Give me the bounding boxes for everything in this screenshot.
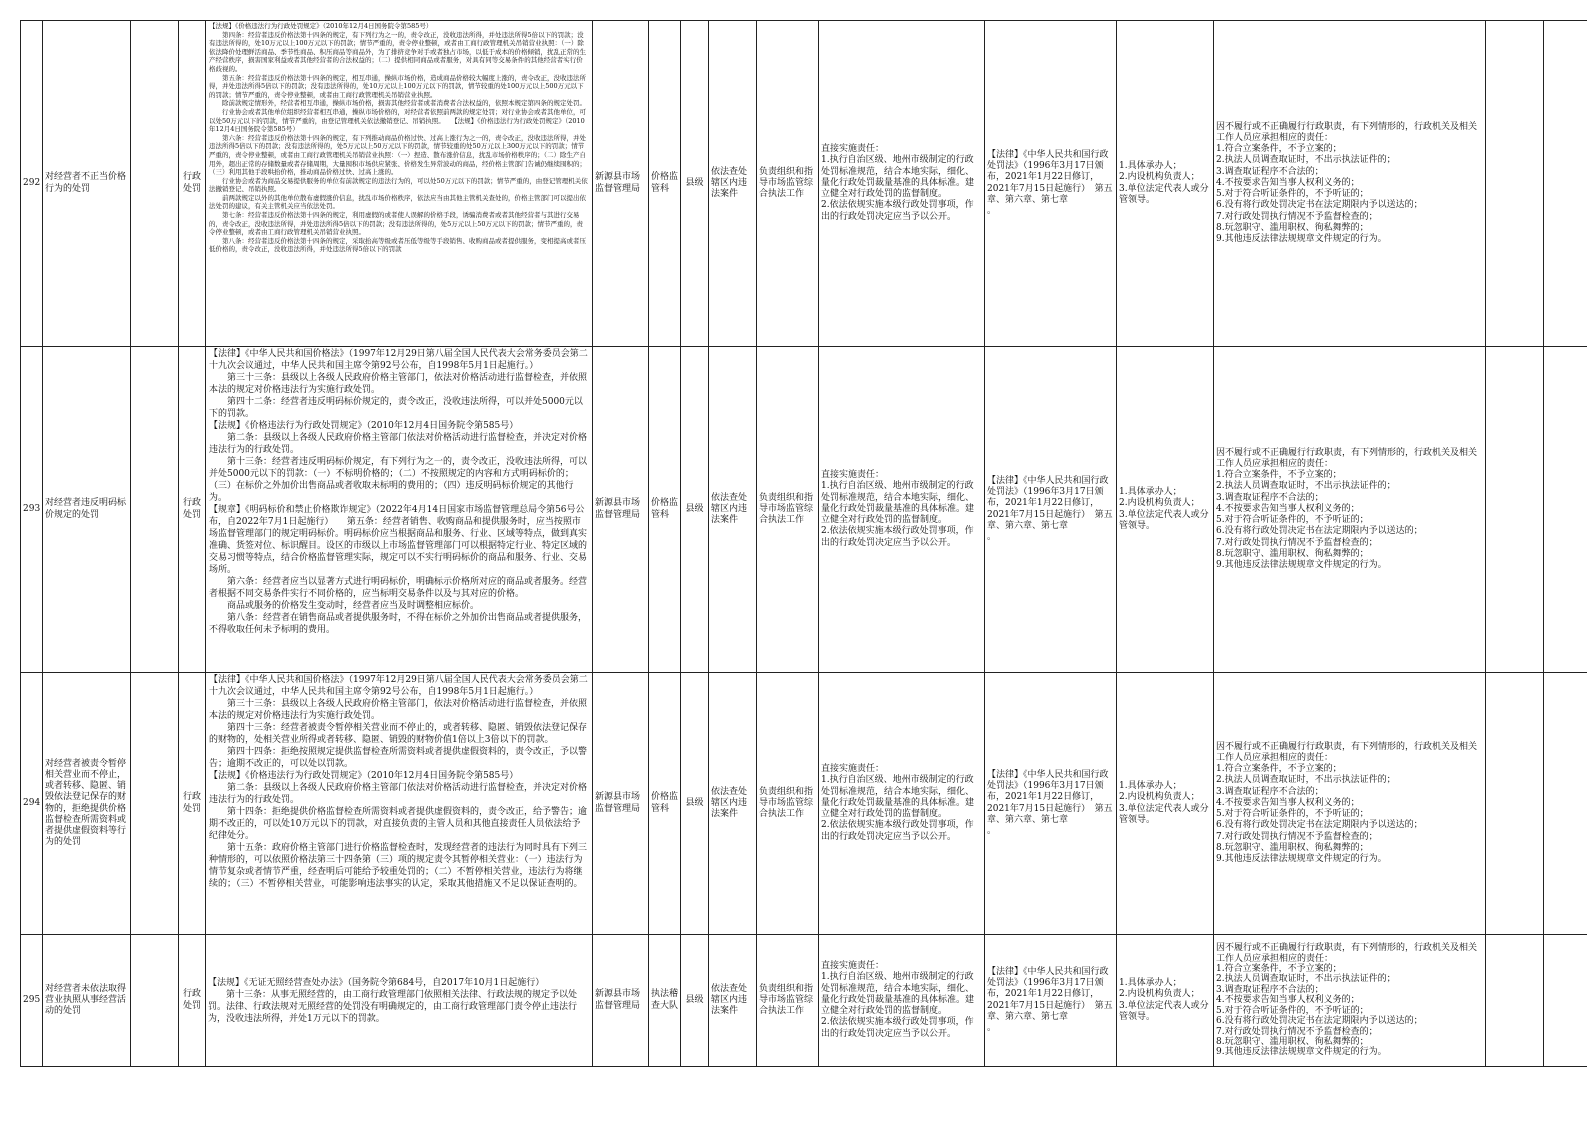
department: 新源县市场监督管理局 [593, 673, 649, 935]
empty-cell [1544, 673, 1587, 935]
fault-item: 4.不按要求告知当事人权利义务的； [1216, 995, 1360, 1006]
basis-line: 第十五条：政府价格主管部门进行价格监督检查时，发现经营者的违法行为同时具有下列三种情形的，可以依照价格法第三十四条第（三）项的规定责令其暂停相关营业：（一）违法行为情节复杂或者情节严重，经查明后可能给予较重处罚的；（二）不暂停相关营业，违法行为将继续的；（三）不暂停相关营业，可能影响违法事实的认定，采取其他措施又不足以保证查明的。 [209, 843, 588, 889]
fault-item: 3.调查取证程序不合法的； [1216, 492, 1324, 503]
impl-item: 1.执行自治区级、地州市级制定的行政处罚标准规范，结合本地实际，细化、量化行政处罚裁量基准的具体标准。建立健全对行政处罚的监督制度。 [821, 155, 975, 200]
fault-item: 4.不按要求告知当事人权利义务的； [1216, 503, 1360, 514]
fault-title: 因不履行或不正确履行行政职责，有下列情形的，行政机关及相关工作人员应承担相应的责任： [1216, 741, 1478, 764]
basis-line: 第六条：经营者应当以显著方式进行明码标价，明确标示价格所对应的商品或者服务。经营者根据不同交易条件实行不同价格的，应当标明交易条件以及与其对应的价格。 [209, 577, 588, 599]
impl-item: 1.执行自治区级、地州市级制定的行政处罚标准规范，结合本地实际，细化、量化行政处罚裁量基准的具体标准。建立健全对行政处罚的监督制度。 [821, 972, 975, 1017]
empty-cell [1486, 935, 1544, 1067]
office: 执法稽查大队 [649, 935, 681, 1067]
basis-line: 第八条：经营者违反价格法第十四条的规定，采取抬高等级或者压低等级等手段销售、收购商品或者提供服务，变相提高或者压低价格的，责令改正，没收违法所得，并处违法所得5倍以下的罚款 [209, 236, 586, 254]
office: 价格监管科 [649, 21, 681, 347]
fault-item: 1.符合立案条件，不予立案的； [1216, 470, 1342, 481]
empty-cell [1486, 21, 1544, 347]
basis-line: 行业协会或者其他单位组织经营者相互串通，操纵市场价格的，对经营者依照前两款的规定处罚；对行业协会或者其他单位，可以处50万元以下的罚款，情节严重的，由登记管理机关依法撤销登记、吊销执照。 【法规】《价格违法行为行政处罚规定》（2010年12月4日国务院令第585号） [209, 107, 586, 134]
fault-item: 2.执法人员调查取证时，不出示执法证件的； [1216, 775, 1396, 786]
responsible-persons [1117, 935, 1214, 1067]
table-row [21, 21, 1587, 347]
item-name: 对经营者被责令暂停相关营业而不停止，或者转移、隐匿、销毁依法登记保存的财物的，拒绝提供价格监督检查所需资料或者提供虚假资料等行为的处罚 [43, 673, 131, 935]
fault-item: 1.符合立案条件，不予立案的； [1216, 144, 1342, 155]
fault-title: 因不履行或不正确履行行政职责，有下列情形的，行政机关及相关工作人员应承担相应的责任： [1216, 121, 1478, 144]
impl-title: 直接实施责任： [821, 144, 885, 155]
basis-line: 第七条：经营者违反价格法第十四条的规定，利用虚假的或者使人误解的价格手段，诱骗消费者或者其他经营者与其进行交易的，责令改正，没收违法所得，并处违法所得5倍以下的罚款；没有违法所得的，处5万元以上50万元以下的罚款；情节严重的，责令停业整顿，或者由工商行政管理机关吊销营业执照。 [209, 211, 584, 237]
fault-item: 1.符合立案条件，不予立案的； [1216, 764, 1342, 775]
item-type: 行政处罚 [179, 347, 206, 673]
empty-cell [131, 935, 179, 1067]
department: 新源县市场监督管理局 [593, 347, 649, 673]
table-row [21, 935, 1587, 1067]
level: 县级 [681, 935, 709, 1067]
implementation-duty [819, 935, 985, 1067]
impl-item: 2.依法依规实施本级行政处罚事项，作出的行政处罚决定应当予以公开。 [821, 1017, 974, 1039]
empty-cell [1486, 673, 1544, 935]
law-reference [985, 935, 1117, 1067]
fault-item: 7.对行政处罚执行情况不予监督检查的； [1216, 211, 1378, 222]
basis-line: 【法律】《中华人民共和国价格法》（1997年12月29日第八届全国人民代表大会常务委员会第二十九次会议通过，中华人民共和国主席令第92号公布，自1998年5月1日起施行。） [209, 675, 588, 697]
item-type: 行政处罚 [179, 21, 206, 347]
empty-cell [1486, 347, 1544, 673]
empty-cell [1544, 21, 1587, 347]
responsible-persons [1117, 673, 1214, 935]
fault-item: 8.玩忽职守、滥用职权、徇私舞弊的； [1216, 1036, 1369, 1047]
fault-item: 5.对于符合听证条件的，不予听证的； [1216, 809, 1369, 820]
basis-line: 第四条：经营者违反价格法第十四条的规定，有下列行为之一的，责令改正，没收违法所得，并处违法所得5倍以下的罚款；没有违法所得的，处10万元以上100万元以下的罚款；情节严重的，责令停业整顿，或者由工商行政管理机关吊销营业执照：（一）除依法降价处理鲜活商品、季节性商品、积压商品等商品外，为了排挤竞争对手或者独占市场，以低于成本的价格倾销，扰乱正常的生产经营秩序，损害国家利益或者其他经营者的合法权益的；（二）提供相同商品或者服务，对具有同等交易条件的其他经营者实行价格歧视的。 [209, 30, 586, 73]
level: 县级 [681, 347, 709, 673]
fault-item: 9.其他违反法律法规规章文件规定的行为。 [1216, 233, 1387, 244]
impl-item: 2.依法依规实施本级行政处罚事项，作出的行政处罚决定应当予以公开。 [821, 526, 974, 548]
law-reference [985, 21, 1117, 347]
fault-item: 4.不按要求告知当事人权利义务的； [1216, 177, 1360, 188]
fault-item: 6.没有将行政处罚决定书在法定期限内予以送达的； [1216, 200, 1423, 211]
law-text: 【法律】《中华人民共和国行政处罚法》（1996年3月17日颁布，2021年1月22日修订，2021年7月15日起施行） 第五章、第六章、第七章 [987, 769, 1113, 825]
fault-item: 2.执法人员调查取证时，不出示执法证件的； [1216, 155, 1396, 166]
resp-item: 1.具体承办人； [1119, 487, 1182, 498]
legal-basis [206, 673, 593, 935]
resp-item: 2.内设机构负责人； [1119, 792, 1200, 803]
resp-item: 1.具体承办人； [1119, 781, 1182, 792]
department: 新源县市场监督管理局 [593, 935, 649, 1067]
row-number: 292 [21, 21, 43, 347]
basis-line: 第四十二条：经营者违反明码标价规定的，责令改正，没收违法所得，可以并处5000元以下的罚款。 [209, 397, 583, 419]
legal-basis [206, 347, 593, 673]
basis-line: 第八条：经营者在销售商品或者提供服务时，不得在标价之外加价出售商品或者提供服务，不得收取任何未予标明的费用。 [209, 613, 588, 635]
resp-item: 1.具体承办人； [1119, 161, 1182, 172]
law-text: 【法律】《中华人民共和国行政处罚法》（1996年3月17日颁布，2021年1月22日修订，2021年7月15日起施行） 第五章、第六章、第七章 [987, 149, 1113, 205]
basis-line: 第六条：经营者违反价格法第十四条的规定，有下列推动商品价格过快、过高上涨行为之一的，责令改正，没收违法所得，并处违法所得5倍以下的罚款；没有违法所得的，处5万元以上50万元以下的罚款，情节较重的处50万元以上300万元以下的罚款；情节严重的，责令停业整顿，或者由工商行政管理机关吊销营业执照：（一）捏造、散布涨价信息，扰乱市场价格秩序的；（二）除生产自用外，超出正常的存储数量或者存储周期，大量囤积市场供应紧张、价格发生异常波动的商品，经价格主管部门告诫仍继续囤积的；（三）利用其他手段哄抬价格，推动商品价格过快、过高上涨的。 [209, 133, 586, 177]
office: 价格监管科 [649, 347, 681, 673]
basis-line: 【规章】《明码标价和禁止价格欺诈规定》（2022年4月14日国家市场监督管理总局令第56号公布，自2022年7月1日起施行） 第五条：经营者销售、收购商品和提供服务时，应当按照市场监督管理部门的规定明码标价。明码标价应当根据商品和服务、行业、区域等特点，做到真实准确、货签对位、标识醒目。设区的市级以上市场监督管理部门可以根据特定行业、特定区域的交易习惯等特点，结合价格监督管理实际，规定可以不实行明码标价的商品和服务、行业、交易场所。 [209, 505, 588, 575]
basis-line: 【法规】《价格违法行为行政处罚规定》（2010年12月4日国务院令第585号） [209, 22, 433, 30]
legal-basis [206, 935, 593, 1067]
implementation-duty [819, 347, 985, 673]
scope: 依法查处辖区内违法案件 [709, 935, 757, 1067]
basis-line: 第五条：经营者违反价格法第十四条的规定，相互串通，操纵市场价格，造成商品价格较大幅度上涨的，责令改正，没收违法所得，并处违法所得5倍以下的罚款；没有违法所得的，处10万元以上100万元以下的罚款，情节较重的处100万元以上500万元以下的罚款；情节严重的，责令停业整顿，或者由工商行政管理机关吊销营业执照。 [209, 73, 586, 99]
law-tail: 。 [987, 1022, 997, 1033]
fault-item: 3.调查取证程序不合法的； [1216, 984, 1324, 995]
fault-item: 9.其他违反法律法规规章文件规定的行为。 [1216, 559, 1387, 570]
impl-item: 2.依法依规实施本级行政处罚事项，作出的行政处罚决定应当予以公开。 [821, 200, 974, 222]
basis-line: 第三十三条：县级以上各级人民政府价格主管部门，依法对价格活动进行监督检查，并依照本法的规定对价格违法行为实施行政处罚。 [209, 699, 588, 721]
fault-item: 1.符合立案条件，不予立案的； [1216, 964, 1342, 975]
basis-line: 第四十四条：拒绝按照规定提供监督检查所需资料或者提供虚假资料的，责令改正，予以警告；逾期不改正的，可以处以罚款。 [209, 747, 588, 769]
fault-item: 7.对行政处罚执行情况不予监督检查的； [1216, 831, 1378, 842]
item-name: 对经营者未依法取得营业执照从事经营活动的处罚 [43, 935, 131, 1067]
table-row [21, 673, 1587, 935]
fault-item: 7.对行政处罚执行情况不予监督检查的； [1216, 1026, 1378, 1037]
department: 新源县市场监督管理局 [593, 21, 649, 347]
basis-line: 第二条：县级以上各级人民政府价格主管部门依法对价格活动进行监督检查，并决定对价格违法行为的行政处罚。 [209, 783, 588, 805]
item-name: 对经营者不正当价格行为的处罚 [43, 21, 131, 347]
scope: 依法查处辖区内违法案件 [709, 347, 757, 673]
fault-item: 6.没有将行政处罚决定书在法定期限内予以送达的； [1216, 1016, 1423, 1027]
implementation-duty [819, 21, 985, 347]
basis-line: 【法规】《价格违法行为行政处罚规定》（2010年12月4日国务院令第585号） [209, 421, 519, 431]
fault-item: 8.玩忽职守、滥用职权、徇私舞弊的； [1216, 548, 1369, 559]
table-row [21, 347, 1587, 673]
duty: 负责组织和指导市场监管综合执法工作 [757, 21, 819, 347]
responsible-persons [1117, 347, 1214, 673]
basis-line: 【法规】《无证无照经营查处办法》（国务院令第684号，自2017年10月1日起施行） [208, 977, 545, 988]
law-text: 【法律】《中华人民共和国行政处罚法》（1996年3月17日颁布，2021年1月22日修订，2021年7月15日起施行） 第五章、第六章、第七章 [987, 475, 1113, 531]
office: 价格监管科 [649, 673, 681, 935]
item-type: 行政处罚 [179, 935, 206, 1067]
enforcement-table [20, 20, 1587, 1067]
empty-cell [131, 673, 179, 935]
fault-list [1214, 935, 1486, 1067]
scope: 依法查处辖区内违法案件 [709, 673, 757, 935]
basis-line: 第二条：县级以上各级人民政府价格主管部门依法对价格活动进行监督检查，并决定对价格违法行为的行政处罚。 [209, 433, 588, 455]
basis-line: 商品或服务的价格发生变动时，经营者应当及时调整相应标价。 [227, 601, 480, 611]
resp-item: 3.单位法定代表人或分管领导。 [1119, 183, 1209, 205]
fault-item: 8.玩忽职守、滥用职权、徇私舞弊的； [1216, 222, 1369, 233]
row-number: 295 [21, 935, 43, 1067]
law-reference [985, 347, 1117, 673]
level: 县级 [681, 673, 709, 935]
fault-item: 5.对于符合听证条件的，不予听证的； [1216, 189, 1369, 200]
impl-item: 2.依法依规实施本级行政处罚事项，作出的行政处罚决定应当予以公开。 [821, 820, 974, 842]
resp-item: 2.内设机构负责人； [1119, 172, 1200, 183]
basis-line: 第十四条：拒绝提供价格监督检查所需资料或者提供虚假资料的，责令改正，给予警告；逾期不改正的，可以处10万元以下的罚款，对直接负责的主管人员和其他直接责任人员依法给予纪律处分。 [209, 807, 588, 841]
basis-line: 【法律】《中华人民共和国价格法》（1997年12月29日第八届全国人民代表大会常务委员会第二十九次会议通过，中华人民共和国主席令第92号公布，自1998年5月1日起施行。） [209, 349, 588, 371]
resp-item: 2.内设机构负责人； [1119, 498, 1200, 509]
impl-title: 直接实施责任： [821, 470, 885, 481]
impl-title: 直接实施责任： [821, 764, 885, 775]
empty-cell [131, 21, 179, 347]
row-number: 294 [21, 673, 43, 935]
fault-item: 3.调查取证程序不合法的； [1216, 166, 1324, 177]
fault-item: 6.没有将行政处罚决定书在法定期限内予以送达的； [1216, 526, 1423, 537]
duty: 负责组织和指导市场监管综合执法工作 [757, 673, 819, 935]
fault-list [1214, 347, 1486, 673]
fault-item: 2.执法人员调查取证时，不出示执法证件的； [1216, 481, 1396, 492]
basis-line: 除前款规定情形外，经营者相互串通，操纵市场价格，损害其他经营者或者消费者合法权益的，依照本规定第四条的规定处罚。 [222, 99, 586, 108]
law-tail: 。 [987, 205, 997, 216]
scope: 依法查处辖区内违法案件 [709, 21, 757, 347]
law-text: 【法律】《中华人民共和国行政处罚法》（1996年3月17日颁布，2021年1月22日修订，2021年7月15日起施行） 第五章、第六章、第七章 [987, 966, 1113, 1022]
fault-item: 5.对于符合听证条件的，不予听证的； [1216, 515, 1369, 526]
impl-item: 1.执行自治区级、地州市级制定的行政处罚标准规范，结合本地实际，细化、量化行政处罚裁量基准的具体标准。建立健全对行政处罚的监督制度。 [821, 481, 975, 526]
fault-title: 因不履行或不正确履行行政职责，有下列情形的，行政机关及相关工作人员应承担相应的责任： [1216, 447, 1478, 470]
fault-list [1214, 21, 1486, 347]
item-name: 对经营者违反明码标价规定的处罚 [43, 347, 131, 673]
fault-item: 4.不按要求告知当事人权利义务的； [1216, 797, 1360, 808]
basis-line: 第三十三条：县级以上各级人民政府价格主管部门，依法对价格活动进行监督检查，并依照本法的规定对价格违法行为实施行政处罚。 [209, 373, 588, 395]
implementation-duty [819, 673, 985, 935]
empty-cell [1544, 347, 1587, 673]
fault-list [1214, 673, 1486, 935]
basis-line: 第四十三条：经营者被责令暂停相关营业而不停止的，或者转移、隐匿、销毁依法登记保存的财物的，处相关营业所得或者转移、隐匿、销毁的财物价值1倍以上3倍以下的罚款。 [209, 723, 588, 745]
impl-item: 1.执行自治区级、地州市级制定的行政处罚标准规范，结合本地实际，细化、量化行政处罚裁量基准的具体标准。建立健全对行政处罚的监督制度。 [821, 775, 975, 820]
fault-item: 9.其他违反法律法规规章文件规定的行为。 [1216, 853, 1387, 864]
fault-item: 6.没有将行政处罚决定书在法定期限内予以送达的； [1216, 820, 1423, 831]
empty-cell [131, 347, 179, 673]
fault-item: 3.调查取证程序不合法的； [1216, 786, 1324, 797]
basis-line: 第十三条：经营者违反明码标价规定，有下列行为之一的，责令改正，没收违法所得，可以并处5000元以下的罚款：（一）不标明价格的；（二）不按照规定的内容和方式明码标价的；（三）在标价之外加价出售商品或者收取未标明的费用的；（四）违反明码标价规定的其他行为。 [209, 457, 588, 503]
resp-item: 2.内设机构负责人； [1119, 989, 1200, 1000]
legal-basis [206, 21, 593, 347]
fault-title: 因不履行或不正确履行行政职责，有下列情形的，行政机关及相关工作人员应承担相应的责任： [1216, 943, 1478, 964]
duty: 负责组织和指导市场监管综合执法工作 [757, 347, 819, 673]
law-tail: 。 [987, 825, 997, 836]
basis-line: 【法规】《价格违法行为行政处罚规定》（2010年12月4日国务院令第585号） [209, 771, 519, 781]
fault-item: 5.对于符合听证条件的，不予听证的； [1216, 1005, 1369, 1016]
fault-item: 9.其他违反法律法规规章文件规定的行为。 [1216, 1047, 1387, 1058]
law-reference [985, 673, 1117, 935]
basis-line: 第十三条：从事无照经营的，由工商行政管理部门依照相关法律、行政法规的规定予以处罚。法律、行政法规对无照经营的处罚没有明确规定的，由工商行政管理部门责令停止违法行为，没收违法所得，并处1万元以下的罚款。 [208, 989, 578, 1024]
responsible-persons [1117, 21, 1214, 347]
basis-line: 前两款规定以外的其他单位散布虚假涨价信息，扰乱市场价格秩序，依法应当由其他主管机关查处的，价格主管部门可以提出依法处罚的建议，有关主管机关应当依法处罚。 [209, 193, 586, 211]
item-type: 行政处罚 [179, 673, 206, 935]
impl-title: 直接实施责任： [821, 961, 885, 972]
level: 县级 [681, 21, 709, 347]
duty: 负责组织和指导市场监管综合执法工作 [757, 935, 819, 1067]
resp-item: 3.单位法定代表人或分管领导。 [1119, 509, 1209, 531]
resp-item: 1.具体承办人； [1119, 978, 1182, 989]
fault-item: 7.对行政处罚执行情况不予监督检查的； [1216, 537, 1378, 548]
resp-item: 3.单位法定代表人或分管领导。 [1119, 803, 1209, 825]
fault-item: 8.玩忽职守、滥用职权、徇私舞弊的； [1216, 842, 1369, 853]
law-tail: 。 [987, 531, 997, 542]
resp-item: 3.单位法定代表人或分管领导。 [1119, 1000, 1209, 1022]
basis-line: 行业协会或者为商品交易提供服务的单位有前款规定的违法行为的，可以处50万元以下的罚款；情节严重的，由登记管理机关依法撤销登记、吊销执照。 [209, 176, 588, 194]
fault-item: 2.执法人员调查取证时，不出示执法证件的； [1216, 974, 1396, 985]
empty-cell [1544, 935, 1587, 1067]
row-number: 293 [21, 347, 43, 673]
